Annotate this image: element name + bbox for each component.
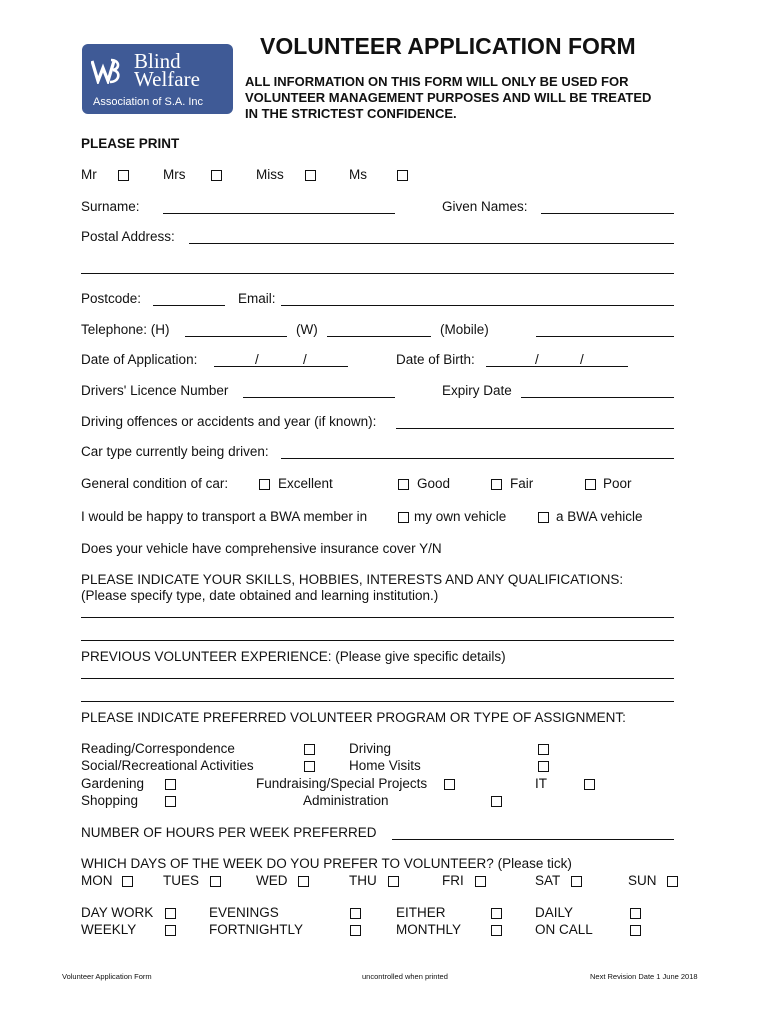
car-type-field[interactable] [281, 458, 674, 459]
day-mon-label: MON [81, 873, 113, 888]
title-ms-label: Ms [349, 167, 367, 182]
date-slash: / [303, 352, 307, 367]
date-of-application-field[interactable] [214, 366, 348, 367]
title-mr-label: Mr [81, 167, 97, 182]
freq-on-call-label: ON CALL [535, 922, 593, 937]
program-shopping-label: Shopping [81, 793, 139, 808]
program-social-checkbox[interactable] [304, 761, 315, 772]
telephone-w-field[interactable] [327, 336, 431, 337]
drivers-licence-field[interactable] [243, 397, 395, 398]
experience-heading: PREVIOUS VOLUNTEER EXPERIENCE: (Please give specific details) [81, 649, 506, 664]
footer-left: Volunteer Application Form [62, 972, 152, 981]
footer-center: uncontrolled when printed [362, 972, 448, 981]
freq-on-call-checkbox[interactable] [630, 925, 641, 936]
email-field[interactable] [281, 305, 674, 306]
program-fundraising-checkbox[interactable] [444, 779, 455, 790]
logo-line-3: Association of S.A. Inc [93, 96, 204, 108]
telephone-w-label: (W) [296, 322, 318, 337]
day-tues-label: TUES [163, 873, 200, 888]
condition-fair-checkbox[interactable] [491, 479, 502, 490]
skills-field-1[interactable] [81, 617, 674, 618]
transport-label: I would be happy to transport a BWA member in [81, 509, 368, 524]
day-sun-checkbox[interactable] [667, 876, 678, 887]
transport-bwa-vehicle-checkbox[interactable] [538, 512, 549, 523]
freq-evenings-label: EVENINGS [209, 905, 279, 920]
freq-fortnightly-label: FORTNIGHTLY [209, 922, 304, 937]
title-miss-label: Miss [256, 167, 284, 182]
freq-daily-label: DAILY [535, 905, 574, 920]
surname-field[interactable] [163, 213, 395, 214]
notice-line-1: ALL INFORMATION ON THIS FORM WILL ONLY BE USED FOR [245, 74, 629, 89]
email-label: Email: [238, 291, 276, 306]
please-print-label: PLEASE PRINT [81, 136, 180, 151]
driving-offences-label: Driving offences or accidents and year (if known): [81, 414, 377, 429]
program-reading-checkbox[interactable] [304, 744, 315, 755]
skills-field-2[interactable] [81, 640, 674, 641]
day-sun-label: SUN [628, 873, 657, 888]
condition-good-checkbox[interactable] [398, 479, 409, 490]
bwa-logo-mark-icon [91, 58, 121, 84]
surname-label: Surname: [81, 199, 140, 214]
given-names-label: Given Names: [442, 199, 528, 214]
transport-own-vehicle-checkbox[interactable] [398, 512, 409, 523]
postcode-label: Postcode: [81, 291, 142, 306]
driving-offences-field[interactable] [396, 428, 674, 429]
title-mr-checkbox[interactable] [118, 170, 129, 181]
day-thu-checkbox[interactable] [388, 876, 399, 887]
day-wed-label: WED [256, 873, 288, 888]
days-heading: WHICH DAYS OF THE WEEK DO YOU PREFER TO VOLUNTEER? (Please tick) [81, 856, 572, 871]
insurance-label: Does your vehicle have comprehensive insurance cover Y/N [81, 541, 442, 556]
day-fri-label: FRI [442, 873, 464, 888]
experience-field-1[interactable] [81, 678, 674, 679]
freq-monthly-label: MONTHLY [396, 922, 462, 937]
telephone-h-label: Telephone: (H) [81, 322, 170, 337]
freq-weekly-label: WEEKLY [81, 922, 137, 937]
drivers-licence-label: Drivers' Licence Number [81, 383, 229, 398]
date-slash: / [580, 352, 584, 367]
condition-good-label: Good [417, 476, 451, 491]
skills-heading: PLEASE INDICATE YOUR SKILLS, HOBBIES, INTERESTS AND ANY QUALIFICATIONS: [81, 572, 624, 587]
experience-field-2[interactable] [81, 701, 674, 702]
postal-address-label: Postal Address: [81, 229, 175, 244]
freq-evenings-checkbox[interactable] [350, 908, 361, 919]
car-condition-label: General condition of car: [81, 476, 229, 491]
condition-excellent-label: Excellent [278, 476, 333, 491]
footer-right: Next Revision Date 1 June 2018 [590, 972, 698, 981]
freq-either-checkbox[interactable] [491, 908, 502, 919]
condition-excellent-checkbox[interactable] [259, 479, 270, 490]
expiry-date-label: Expiry Date [442, 383, 512, 398]
date-of-birth-field[interactable] [486, 366, 628, 367]
title-mrs-checkbox[interactable] [211, 170, 222, 181]
program-home-visits-label: Home Visits [349, 758, 421, 773]
program-heading: PLEASE INDICATE PREFERRED VOLUNTEER PROGRAM OR TYPE OF ASSIGNMENT: [81, 710, 626, 725]
telephone-mobile-label: (Mobile) [440, 322, 489, 337]
condition-poor-label: Poor [603, 476, 632, 491]
freq-monthly-checkbox[interactable] [491, 925, 502, 936]
program-driving-checkbox[interactable] [538, 744, 549, 755]
telephone-mobile-field[interactable] [536, 336, 674, 337]
page-title: VOLUNTEER APPLICATION FORM [260, 33, 636, 59]
program-shopping-checkbox[interactable] [165, 796, 176, 807]
program-it-checkbox[interactable] [584, 779, 595, 790]
date-slash: / [255, 352, 259, 367]
telephone-h-field[interactable] [185, 336, 287, 337]
logo-line-1: Blind [134, 49, 181, 73]
title-ms-checkbox[interactable] [397, 170, 408, 181]
expiry-date-field[interactable] [521, 397, 674, 398]
program-reading-label: Reading/Correspondence [81, 741, 235, 756]
program-administration-checkbox[interactable] [491, 796, 502, 807]
freq-day-work-checkbox[interactable] [165, 908, 176, 919]
program-social-label: Social/Recreational Activities [81, 758, 254, 773]
postal-address-field[interactable] [189, 243, 674, 244]
notice-line-2: VOLUNTEER MANAGEMENT PURPOSES AND WILL BE TREATED [245, 90, 652, 105]
freq-day-work-label: DAY WORK [81, 905, 154, 920]
hours-field[interactable] [392, 839, 674, 840]
freq-weekly-checkbox[interactable] [165, 925, 176, 936]
program-administration-label: Administration [303, 793, 389, 808]
skills-subheading: (Please specify type, date obtained and learning institution.) [81, 588, 439, 603]
program-gardening-label: Gardening [81, 776, 145, 791]
transport-bwa-vehicle-label: a BWA vehicle [556, 509, 643, 524]
day-fri-checkbox[interactable] [475, 876, 486, 887]
day-thu-label: THU [349, 873, 377, 888]
title-mrs-label: Mrs [163, 167, 186, 182]
day-tues-checkbox[interactable] [210, 876, 221, 887]
date-slash: / [535, 352, 539, 367]
notice-line-3: IN THE STRICTEST CONFIDENCE. [245, 106, 457, 121]
freq-daily-checkbox[interactable] [630, 908, 641, 919]
title-miss-checkbox[interactable] [305, 170, 316, 181]
postcode-field[interactable] [153, 305, 225, 306]
day-mon-checkbox[interactable] [122, 876, 133, 887]
car-type-label: Car type currently being driven: [81, 444, 269, 459]
freq-either-label: EITHER [396, 905, 446, 920]
program-home-visits-checkbox[interactable] [538, 761, 549, 772]
date-of-birth-label: Date of Birth: [396, 352, 475, 367]
postal-address-field-2[interactable] [81, 273, 674, 274]
given-names-field[interactable] [541, 213, 674, 214]
condition-poor-checkbox[interactable] [585, 479, 596, 490]
program-fundraising-label: Fundraising/Special Projects [256, 776, 428, 791]
day-sat-checkbox[interactable] [571, 876, 582, 887]
date-of-application-label: Date of Application: [81, 352, 198, 367]
bwa-logo [82, 44, 233, 114]
hours-label: NUMBER OF HOURS PER WEEK PREFERRED [81, 825, 377, 840]
day-wed-checkbox[interactable] [298, 876, 309, 887]
program-gardening-checkbox[interactable] [165, 779, 176, 790]
condition-fair-label: Fair [510, 476, 534, 491]
program-driving-label: Driving [349, 741, 392, 756]
freq-fortnightly-checkbox[interactable] [350, 925, 361, 936]
transport-own-vehicle-label: my own vehicle [414, 509, 507, 524]
day-sat-label: SAT [535, 873, 561, 888]
logo-line-2: Welfare [134, 67, 200, 91]
program-it-label: IT [535, 776, 547, 791]
